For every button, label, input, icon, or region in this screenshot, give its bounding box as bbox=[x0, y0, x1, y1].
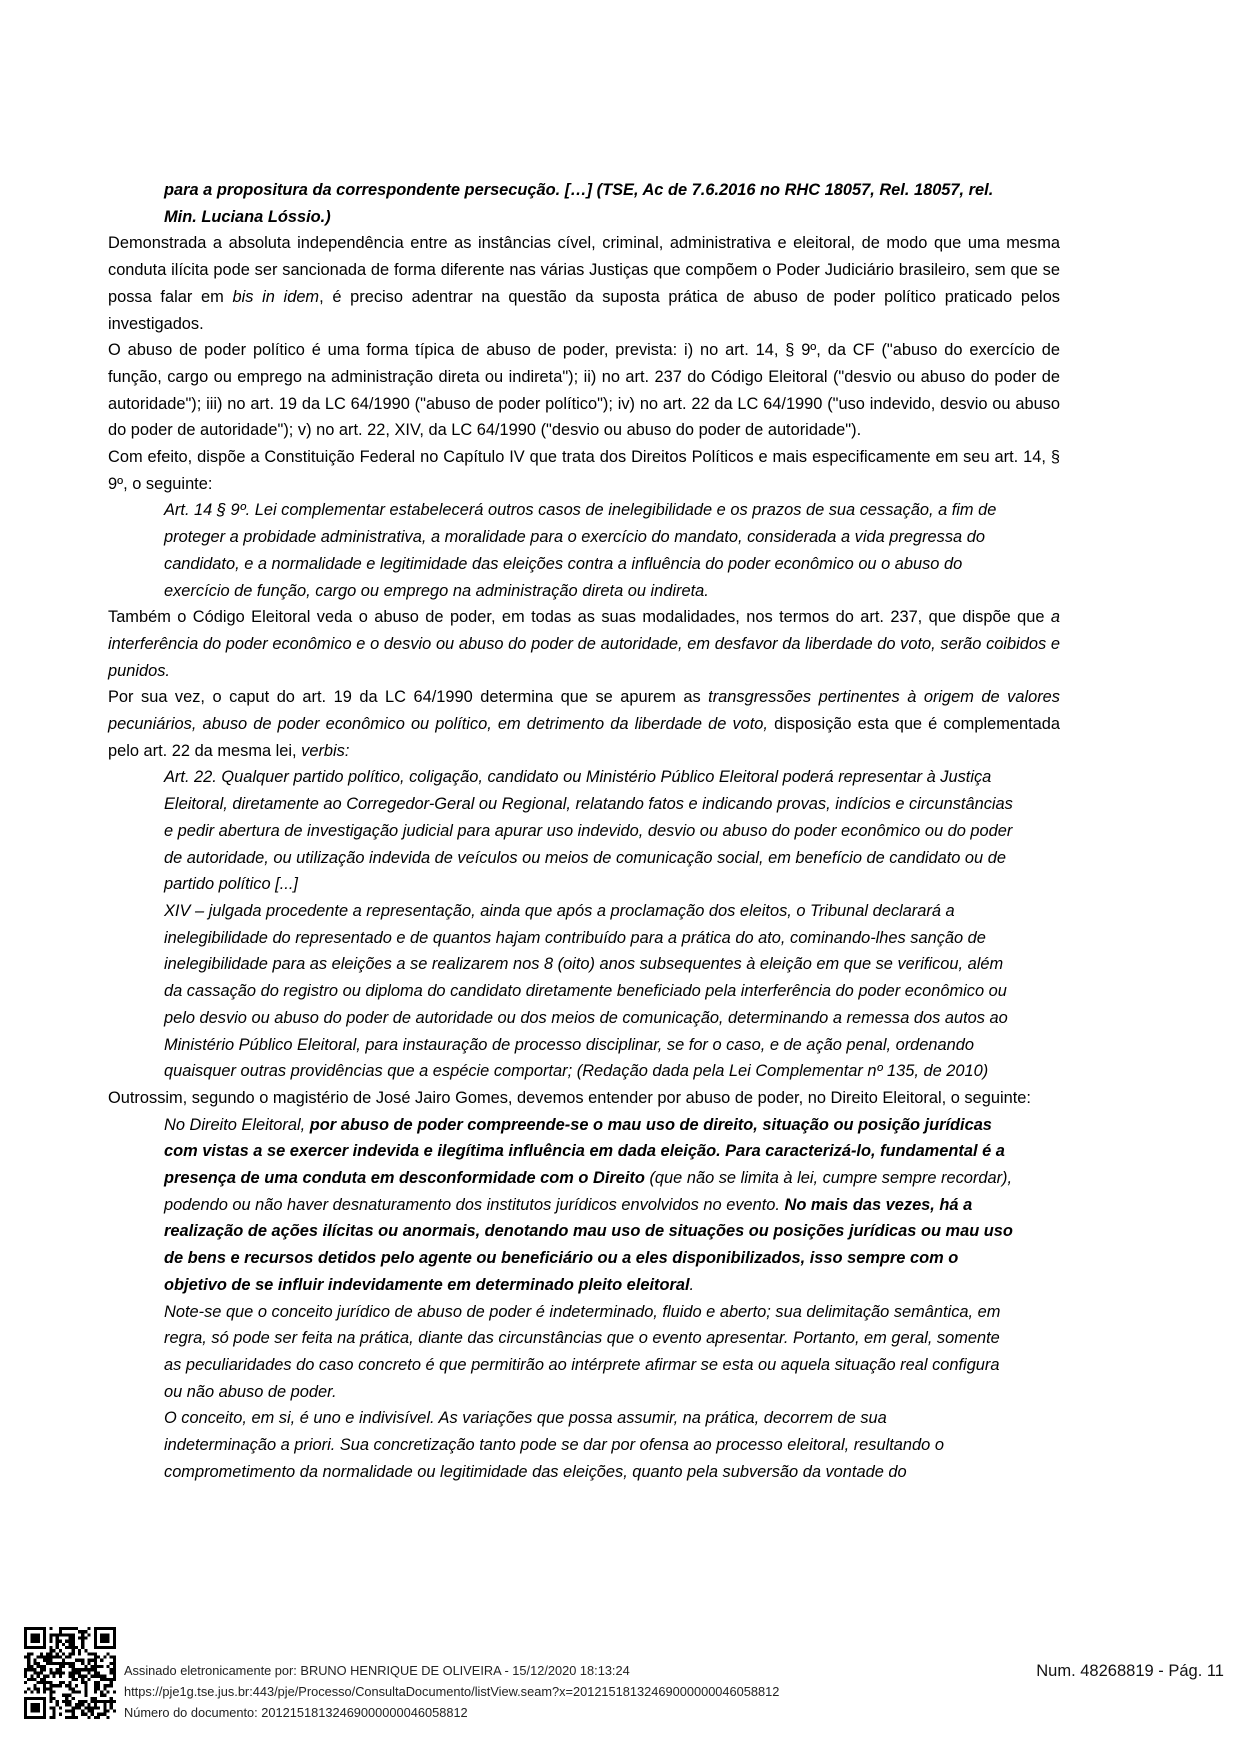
paragraph-independence: Demonstrada a absoluta independência entre as instâncias cível, criminal, administrativa e eleitoral, de modo que uma mesma conduta ilícita pode ser sancionada de forma diferente nas várias Justiças que compõem o Poder Judiciário brasileiro, sem que se possa falar em bis in idem, é preciso adentrar na questão da suposta prática de abuso de poder político praticado pelos investigados. bbox=[108, 234, 1060, 333]
document-body bbox=[108, 177, 1060, 1485]
quote-art-14: Art. 14 § 9º. Lei complementar estabelecerá outros casos de inelegibilidade e os prazos de sua cessação, a fim de proteger a probidade administrativa, a moralidade para o exercício do mandato, considerada a vida pregressa do candidato, e a normalidade e legitimidade das eleições contra a influência do poder econômico ou o abuso do exercício de função, cargo ou emprego na administração direta ou indireta. bbox=[164, 501, 997, 600]
signature-footer bbox=[24, 1627, 1224, 1743]
document-number: Número do documento: 20121518132469000000046058812 bbox=[124, 1705, 468, 1720]
signed-by-line: Assinado eletronicamente por: BRUNO HENRIQUE DE OLIVEIRA - 15/12/2020 18:13:24 bbox=[124, 1663, 630, 1678]
paragraph-constitution: Com efeito, dispõe a Constituição Federal no Capítulo IV que trata dos Direitos Políticos e mais especificamente em seu art. 14, § 9º, o seguinte: bbox=[108, 448, 1060, 493]
signature-block bbox=[124, 1660, 779, 1723]
qr-code-icon bbox=[24, 1627, 116, 1719]
quote-art-22-xiv: XIV – julgada procedente a representação, ainda que após a proclamação dos eleitos, o Tribunal declarará a inelegibilidade do representado e de quantos hajam contribuído para a prática do ato, cominando-lhes sanção de inelegibilidade para as eleições a se realizarem nos 8 (oito) anos subsequentes à eleição em que se verificou, além da cassação do registro ou diploma do candidato diretamente beneficiado pela interferência do poder econômico ou pelo desvio ou abuso do poder de autoridade ou dos meios de comunicação, determinando a remessa dos autos ao Ministério Público Eleitoral, para instauração de processo disciplinar, se for o caso, e de ação penal, ordenando quaisquer outras providências que a espécie comportar; (Redação dada pela Lei Complementar nº 135, de 2010) bbox=[164, 901, 1008, 1081]
document-url-link[interactable]: https://pje1g.tse.jus.br:443/pje/Processo/ConsultaDocumento/listView.seam?x=20121518132469000000046058812 bbox=[124, 1684, 780, 1699]
page-number: Num. 48268819 - Pág. 11 bbox=[1036, 1662, 1224, 1680]
quote-art-22: Art. 22. Qualquer partido político, coligação, candidato ou Ministério Público Eleitoral poderá representar à Justiça Eleitoral, diretamente ao Corregedor-Geral ou Regional, relatando fatos e indicando provas, indícios e circunstâncias e pedir abertura de investigação judicial para apurar uso indevido, desvio ou abuso do poder econômico ou do poder de autoridade, ou utilização indevida de veículos ou meios de comunicação social, em benefício de candidato ou de partido político [...] bbox=[164, 768, 1013, 894]
quote-gomes-1: No Direito Eleitoral, por abuso de poder compreende-se o mau uso de direito, situação ou posição jurídicas com vistas a se exercer indevida e ilegítima influência em dada eleição. Para caracterizá-lo, fundamental é a presença de uma conduta em desconformidade com o Direito (que não se limita à lei, cumpre sempre recordar), podendo ou não haver desnaturamento dos institutos jurídicos envolvidos no evento. No mais das vezes, há a realização de ações ilícitas ou anormais, denotando mau uso de situações ou posições jurídicas ou mau uso de bens e recursos detidos pelo agente ou beneficiário ou a eles disponibilizados, isso sempre com o objetivo de se influir indevidamente em determinado pleito eleitoral. bbox=[164, 1115, 1013, 1294]
quote-gomes-2: Note-se que o conceito jurídico de abuso de poder é indeterminado, fluido e aberto; sua delimitação semântica, em regra, só pode ser feita na prática, diante das circunstâncias que o evento apresentar. Portanto, em geral, somente as peculiaridades do caso concreto é que permitirão ao intérprete afirmar se esta ou aquela situação real configura ou não abuso de poder. bbox=[164, 1302, 1001, 1401]
paragraph-electoral-code: Também o Código Eleitoral veda o abuso de poder, em todas as suas modalidades, nos termos do art. 237, que dispõe que a interferência do poder econômico e o desvio ou abuso do poder de autoridade, em desfavor da liberdade do voto, serão coibidos e punidos. bbox=[108, 608, 1060, 680]
citation-tail: para a propositura da correspondente persecução. […] (TSE, Ac de 7.6.2016 no RHC 18057, Rel. 18057, rel. Min. Luciana Lóssio.) bbox=[164, 181, 994, 226]
paragraph-abuse-definition: O abuso de poder político é uma forma típica de abuso de poder, prevista: i) no art. 14, § 9º, da CF ("abuso do exercício de função, cargo ou emprego na administração direta ou indireta"); ii) no art. 237 do Código Eleitoral ("desvio ou abuso do poder de autoridade"); iii) no art. 19 da LC 64/1990 ("abuso de poder político"); iv) no art. 22 da LC 64/1990 ("uso indevido, desvio ou abuso do poder de autoridade"); v) no art. 22, XIV, da LC 64/1990 ("desvio ou abuso do poder de autoridade"). bbox=[108, 341, 1060, 440]
paragraph-jose-jairo: Outrossim, segundo o magistério de José Jairo Gomes, devemos entender por abuso de poder, no Direito Eleitoral, o seguinte: bbox=[108, 1088, 1031, 1107]
quote-gomes-3: O conceito, em si, é uno e indivisível. As variações que possa assumir, na prática, decorrem de sua indeterminação a priori. Sua concretização tanto pode se dar por ofensa ao processo eleitoral, resultando o comprometimento da normalidade ou legitimidade das eleições, quanto pela subversão da vontade do bbox=[164, 1409, 944, 1481]
paragraph-lc-64: Por sua vez, o caput do art. 19 da LC 64/1990 determina que se apurem as transgressões pertinentes à origem de valores pecuniários, abuso de poder econômico ou político, em detrimento da liberdade de voto, disposição esta que é complementada pelo art. 22 da mesma lei, verbis: bbox=[108, 688, 1060, 760]
